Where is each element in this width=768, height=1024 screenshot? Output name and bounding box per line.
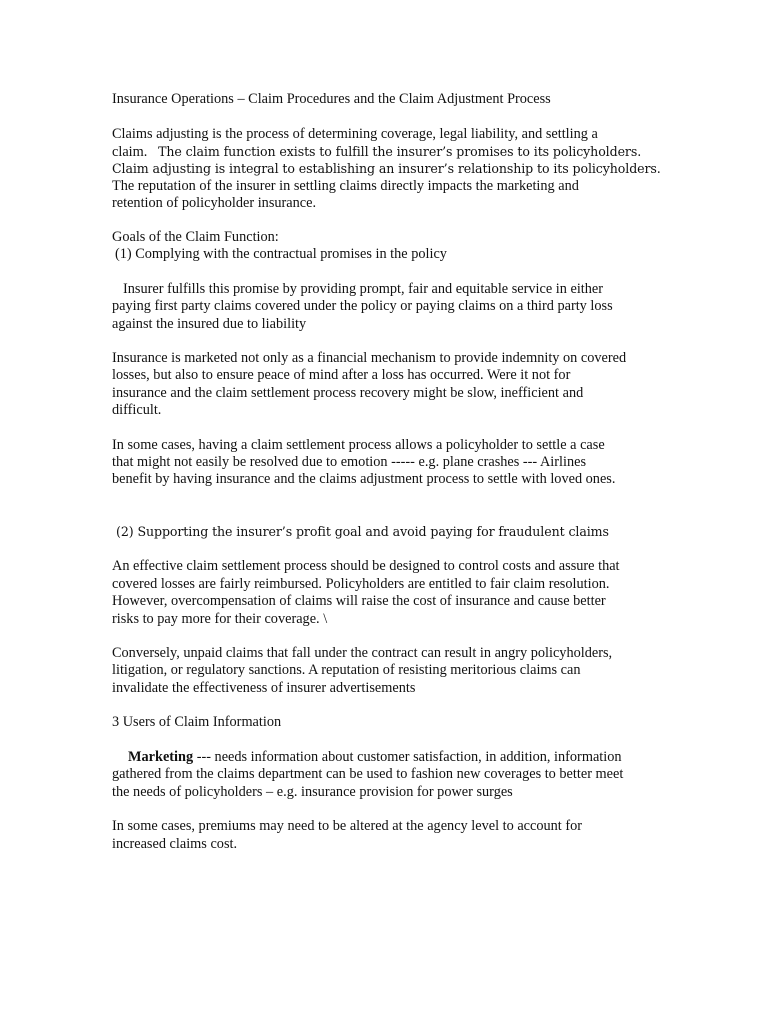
intro-line-1: Claims adjusting is the process of determining coverage, legal liability, and settling a <box>112 126 598 142</box>
marketing-line-1-text: --- needs information about customer satisfaction, in addition, information <box>193 749 622 765</box>
goal-1-p3-line-1: In some cases, having a claim settlement process allows a policyholder to settle a case <box>112 437 605 453</box>
marketing-line-3: the needs of policyholders – e.g. insurance provision for power surges <box>112 784 513 800</box>
users-heading: 3 Users of Claim Information <box>112 714 282 730</box>
goal-1-p3-line-3: benefit by having insurance and the claims adjustment process to settle with loved ones. <box>112 471 616 487</box>
goal-1-p1-line-1: Insurer fulfills this promise by providing prompt, fair and equitable service in either <box>123 281 604 297</box>
intro-line-5: retention of policyholder insurance. <box>112 195 317 211</box>
intro-line-4: The reputation of the insurer in settling claims directly impacts the marketing and <box>112 178 579 194</box>
premium-line-1: In some cases, premiums may need to be altered at the agency level to account for <box>112 818 583 834</box>
goal-2-p1-line-4: risks to pay more for their coverage. \ <box>112 611 328 627</box>
goal-1-p2-line-3: insurance and the claim settlement process recovery might be slow, inefficient and <box>112 385 584 401</box>
intro-line-2 <box>112 143 641 161</box>
marketing-line-1 <box>128 749 622 766</box>
goal-1-p2-line-4: difficult. <box>112 402 162 418</box>
goal-1-heading: (1) Complying with the contractual promises in the policy <box>115 246 447 262</box>
goal-1-p2-line-1: Insurance is marketed not only as a financial mechanism to provide indemnity on covered <box>112 350 627 366</box>
goal-1-p1-line-2: paying first party claims covered under the policy or paying claims on a third party loss <box>112 298 613 314</box>
premium-line-2: increased claims cost. <box>112 836 238 852</box>
intro-line-3: Claim adjusting is integral to establishing an insurer’s relationship to its policyholders. <box>112 161 661 176</box>
goal-2-p1-line-1: An effective claim settlement process should be designed to control costs and assure that <box>112 558 620 574</box>
goal-2-p1-line-3: However, overcompensation of claims will raise the cost of insurance and cause better <box>112 593 606 609</box>
goal-1-p3-line-2: that might not easily be resolved due to emotion ----- e.g. plane crashes --- Airlines <box>112 454 587 470</box>
goal-2-p2-line-2: litigation, or regulatory sanctions. A reputation of resisting meritorious claims can <box>112 662 581 678</box>
document-page <box>112 0 661 1024</box>
document-title: Insurance Operations – Claim Procedures and the Claim Adjustment Process <box>112 91 551 107</box>
marketing-label: Marketing <box>128 749 194 765</box>
goal-2-heading: (2) Supporting the insurer’s profit goal and avoid paying for fraudulent claims <box>116 524 609 539</box>
goal-1-p1-line-3: against the insured due to liability <box>112 316 307 332</box>
intro-line-2-start: claim. <box>112 144 148 160</box>
goal-2-p1-line-2: covered losses are fairly reimbursed. Policyholders are entitled to fair claim resolution. <box>112 576 610 592</box>
marketing-line-2: gathered from the claims department can be used to fashion new coverages to better meet <box>112 766 624 782</box>
goals-heading: Goals of the Claim Function: <box>112 229 279 245</box>
intro-line-2-end: The claim function exists to fulfill the insurer’s promises to its policyholders. <box>158 144 642 159</box>
goal-2-p2-line-3: invalidate the effectiveness of insurer advertisements <box>112 680 416 696</box>
goal-2-p2-line-1: Conversely, unpaid claims that fall under the contract can result in angry policyholders, <box>112 645 613 661</box>
goal-1-p2-line-2: losses, but also to ensure peace of mind after a loss has occurred. Were it not for <box>112 367 571 383</box>
